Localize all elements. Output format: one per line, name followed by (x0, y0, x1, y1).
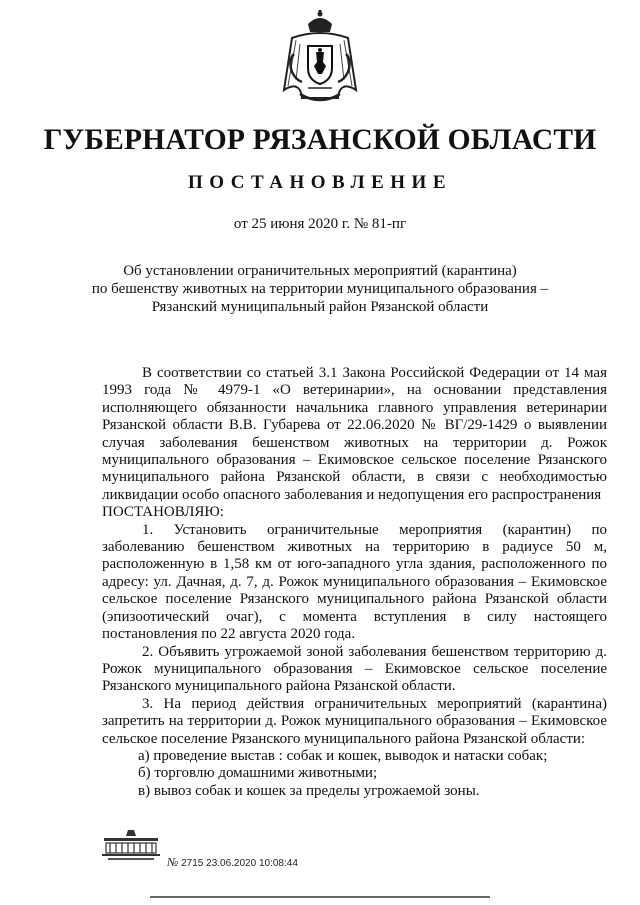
date-number-line: от 25 июня 2020 г. № 81-пг (233, 216, 407, 232)
document-body (102, 365, 607, 800)
coat-of-arms-emblem (278, 10, 362, 108)
registration-text: 2715 23.06.2020 10:08:44 (181, 858, 298, 869)
subject-line: по бешенству животных на территории муниципального образования – (91, 281, 549, 297)
number-sign: № (167, 855, 179, 869)
subject-line: Рязанский муниципальный район Рязанской области (151, 299, 489, 315)
preamble-paragraph: В соответствии со статьей 3.1 Закона Российской Федерации от 14 мая 1993 года № 4979-1 «О ветеринарии», на основании представления исполняющего обязанности начальника главного управления ветеринарии Рязанской области В.В. Губарева от 22.06.2020 № ВГ/29-1429 о выявлении случая заболевания бешенством животных на территории д. Рожок муниципального образования – Екимовское сельское поселение Рязанского муниципального района Рязанской области, в связи с необходимостью ликвидации особо опасного заболевания и недопущения его распространения (102, 365, 607, 503)
registry-stamp-icon (100, 828, 162, 862)
registration-stamp (167, 855, 298, 870)
clause-3-subitem-a: а) проведение выстав : собак и кошек, выводок и натаски собак; (138, 747, 548, 764)
clause-1: 1. Установить ограничительные мероприятия (карантин) по заболеванию бешенством животных на территорию в радиусе 50 м, расположенную в 1,58 км от юго-западного угла здания, расположенного по адресу: ул. Дачная, д. 7, д. Рожок муниципального образования – Екимовское сельское поселение Рязанского муниципального района Рязанской области (эпизоотический очаг), с момента вступления в силу настоящего постановления по 22 августа 2020 года. (102, 521, 607, 643)
authority-heading: ГУБЕРНАТОР РЯЗАНСКОЙ ОБЛАСТИ (43, 124, 597, 156)
clause-3-subitem-c: в) вывоз собак и кошек за пределы угрожаемой зоны. (138, 782, 480, 799)
subject-line: Об установлении ограничительных мероприятий (карантина) (123, 263, 517, 279)
page-edge-line (150, 896, 490, 898)
document-type: ПОСТАНОВЛЕНИЕ (187, 172, 453, 193)
resolution-keyword: ПОСТАНОВЛЯЮ: (102, 504, 224, 521)
document-subject (60, 262, 580, 316)
clause-2: 2. Объявить угрожаемой зоной заболевания бешенством территорию д. Рожок муниципального образования – Екимовское сельское поселение Рязанского муниципального района Рязанской области. (102, 643, 607, 695)
clause-3-subitem-b: б) торговлю домашними животными; (138, 765, 378, 782)
clause-3: 3. На период действия ограничительных мероприятий (карантина) запретить на территории д. Рожок муниципального образования – Екимовское сельское поселение Рязанского муниципального района Рязанской области: (102, 695, 607, 747)
